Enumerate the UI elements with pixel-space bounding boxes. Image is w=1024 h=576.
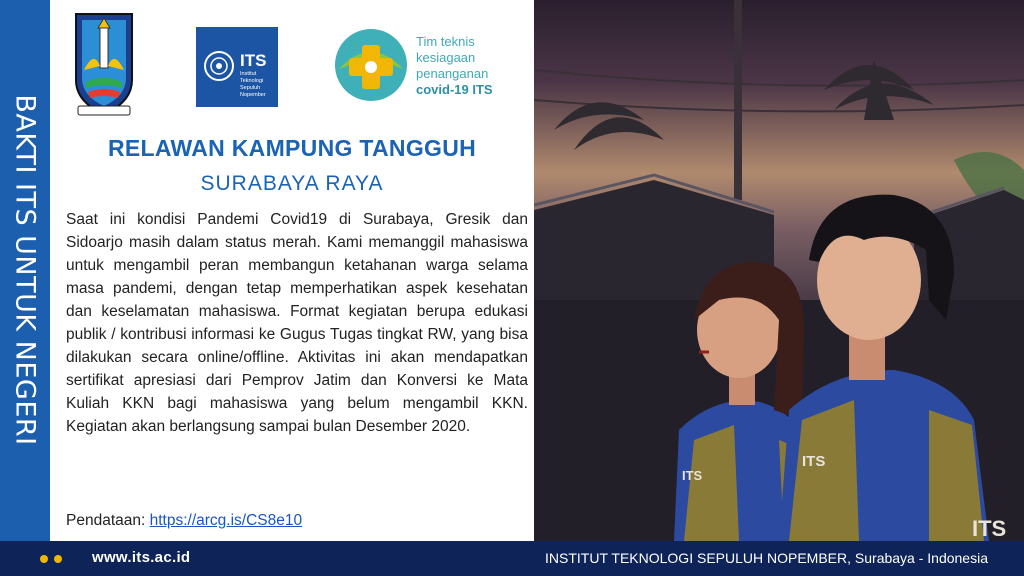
covid-team-logo-icon xyxy=(331,25,411,103)
covid-team-line: kesiagaan xyxy=(416,50,476,65)
covid-team-line: penanganan xyxy=(416,66,489,81)
footer-bar xyxy=(0,541,1024,576)
its-watermark: ITS xyxy=(972,516,1007,541)
its-subtitle-line: Teknologi xyxy=(240,78,264,84)
page-title: RELAWAN KAMPUNG TANGGUH xyxy=(107,135,477,161)
covid-team-line: Tim teknis xyxy=(416,34,475,49)
volunteers-illustration xyxy=(534,0,1024,541)
its-logo xyxy=(196,27,278,107)
its-subtitle-line: Institut xyxy=(240,71,257,77)
vest-label-right: ITS xyxy=(802,453,826,470)
side-banner xyxy=(0,0,50,541)
jatim-coat-of-arms-icon xyxy=(72,10,136,122)
page-subtitle: SURABAYA RAYA xyxy=(200,172,384,195)
signup-label: Pendataan: xyxy=(66,512,146,529)
signup-link[interactable]: https://arcg.is/CS8e10 xyxy=(149,512,303,529)
content-panel xyxy=(50,0,534,541)
its-logo-subtitle xyxy=(240,71,276,99)
covid-team-bold-line: covid-19 ITS xyxy=(416,82,493,97)
its-emblem-icon xyxy=(202,49,236,83)
footer-url[interactable]: www.its.ac.id xyxy=(92,549,191,566)
footer-dot-icon xyxy=(40,555,48,563)
side-banner-text: BAKTI ITS UNTUK NEGERI xyxy=(9,94,41,446)
footer-institution: INSTITUT TEKNOLOGI SEPULUH NOPEMBER, Surabaya - Indonesia xyxy=(545,550,988,566)
its-logo-name: ITS xyxy=(240,51,267,70)
vest-label-left: ITS xyxy=(682,468,703,483)
signup-line xyxy=(66,512,302,530)
its-subtitle-line: Sepuluh Nopember xyxy=(240,85,266,98)
body-paragraph: Saat ini kondisi Pandemi Covid19 di Surabaya, Gresik dan Sidoarjo masih dalam status merah. Kami memanggil mahasiswa untuk mengambil peran membangun ketahanan warga selama masa pandemi, dengan tetap memperhatikan aspek kesehatan dan keselamatan mahasiswa. Format kegiatan berupa edukasi publik / kontribusi informasi ke Gugus Tugas tingkat RW, yang bisa dilakukan secara online/offline. Aktivitas ini akan mendapatkan sertifikat apresiasi dari Pemprov Jatim dan Konversi ke Mata Kuliah KKN bagi mahasiswa yang belum mengambil KKN. Kegiatan akan berlangsung sampai bulan Desember 2020. xyxy=(66,211,528,435)
footer-dot-icon xyxy=(54,555,62,563)
covid-team-text xyxy=(416,34,493,98)
